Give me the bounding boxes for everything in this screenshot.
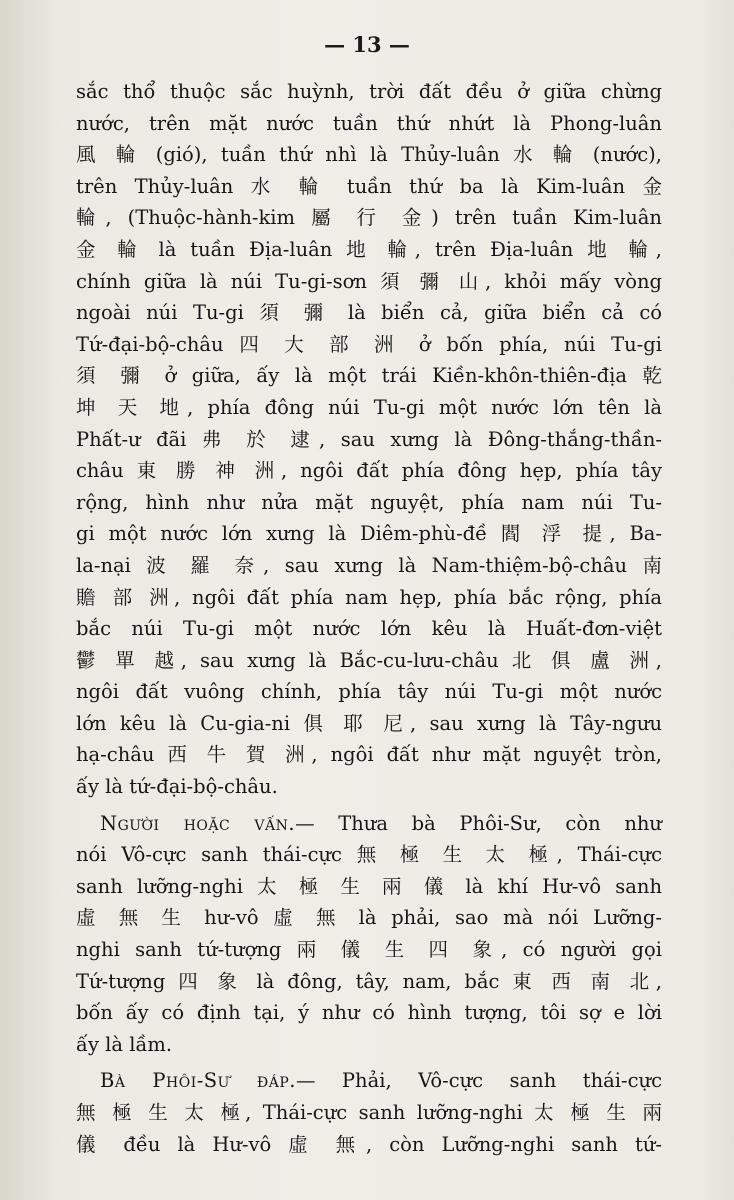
text-line: 坤 天 地, phía đông núi Tu-gi một nước lớn tên là (76, 395, 662, 419)
text-line: rộng, hình như nửa mặt nguyệt, phía nam núi Tu- (76, 490, 662, 514)
body-text (76, 76, 662, 1160)
text-line: la-nại 波 羅 奈, sau xưng là Nam-thiệm-bộ-châu 南 (76, 553, 662, 577)
text-line: ấy là lầm. (76, 1032, 173, 1056)
text-line (76, 808, 662, 840)
text-line: Phất-ư đãi 弗 於 逮, sau xưng là Đông-thắng-thần- (76, 427, 662, 451)
text-line: 贍 部 洲, ngôi đất phía nam hẹp, phía bắc rộng, phía (76, 585, 662, 609)
speaker-label: Bà Phôi-Sư đáp. (100, 1069, 296, 1093)
text-line: bốn ấy có định tại, ý như có hình tượng, tôi sợ e lời (76, 1001, 662, 1025)
text-line: 無 極 生 太 極, Thái-cực sanh lưỡng-nghi 太 極 生 兩 (76, 1101, 662, 1124)
text-line: 風 輪 (gió), tuần thứ nhì là Thủy-luân 水 輪 (nước), (76, 143, 662, 167)
text-line: trên Thủy-luân 水 輪 tuần thứ ba là Kim-luân 金 (76, 174, 662, 198)
text-line: 須 彌 ở giữa, ấy là một trái Kiền-khôn-thiên-địa 乾 (76, 364, 662, 388)
line-text: — Phải, Vô-cực sanh thái-cực (295, 1069, 662, 1093)
text-line: lớn kêu là Cu-gia-ni 俱 耶 尼, sau xưng là Tây-ngưu (76, 711, 662, 735)
page-number: — 13 — (324, 32, 410, 57)
speaker-label: Người hoặc vấn. (100, 811, 296, 835)
text-line: sanh lưỡng-nghi 太 極 生 兩 儀 là khí Hư-vô sanh (76, 874, 662, 898)
paragraph-1 (76, 76, 662, 803)
text-line: 金 輪 là tuần Địa-luân 地 輪, trên Địa-luân 地 輪, (76, 237, 662, 261)
text-line: gi một nước lớn xưng là Diêm-phù-đề 閻 浮 提, Ba- (76, 522, 662, 546)
text-line: 鬱 單 越, sau xưng là Bắc-cu-lưu-châu 北 俱 盧 洲, (76, 648, 662, 672)
text-line: ngôi đất vuông chính, phía tây núi Tu-gi một nước (76, 680, 662, 704)
text-line: nói Vô-cực sanh thái-cực 無 極 生 太 極, Thái-cực (76, 843, 662, 867)
text-line: sắc thổ thuộc sắc huỳnh, trời đất đều ở giữa chừng (76, 80, 662, 103)
text-line: chính giữa là núi Tu-gi-sơn 須 彌 山, khỏi mấy vòng (76, 269, 662, 293)
text-line: bắc núi Tu-gi một nước lớn kêu là Huất-đơn-việt (76, 617, 662, 641)
line-text: — Thưa bà Phôi-Sư, còn như (295, 811, 662, 835)
text-line: châu 東 勝 神 洲, ngôi đất phía đông hẹp, phía tây (76, 459, 662, 483)
text-line: ấy là tứ-đại-bộ-châu. (76, 775, 278, 799)
text-line: 虛 無 生 hư-vô 虛 無 là phải, sao mà nói Lưỡng- (76, 906, 662, 930)
text-line: hạ-châu 西 牛 賀 洲, ngôi đất như mặt nguyệt tròn, (76, 743, 662, 767)
text-line: nước, trên mặt nước tuần thứ nhứt là Phong-luân (76, 111, 662, 135)
text-line: Tứ-tượng 四 象 là đông, tây, nam, bắc 東 西 南 北, (76, 969, 662, 993)
paragraph-2 (76, 808, 662, 1061)
text-line (76, 1065, 662, 1097)
text-line: Tứ-đại-bộ-châu 四 大 部 洲 ở bốn phía, núi Tu-gi (76, 332, 662, 356)
text-line: 輪, (Thuộc-hành-kim 屬 行 金) trên tuần Kim-luân (76, 206, 662, 230)
text-line: nghi sanh tứ-tượng 兩 儀 生 四 象, có người gọi (76, 938, 662, 962)
text-line: ngoài núi Tu-gi 須 彌 là biển cả, giữa biển cả có (76, 301, 662, 325)
text-line: 儀 đều là Hư-vô 虛 無, còn Lưỡng-nghi sanh tứ- (76, 1132, 662, 1156)
paragraph-3 (76, 1065, 662, 1160)
